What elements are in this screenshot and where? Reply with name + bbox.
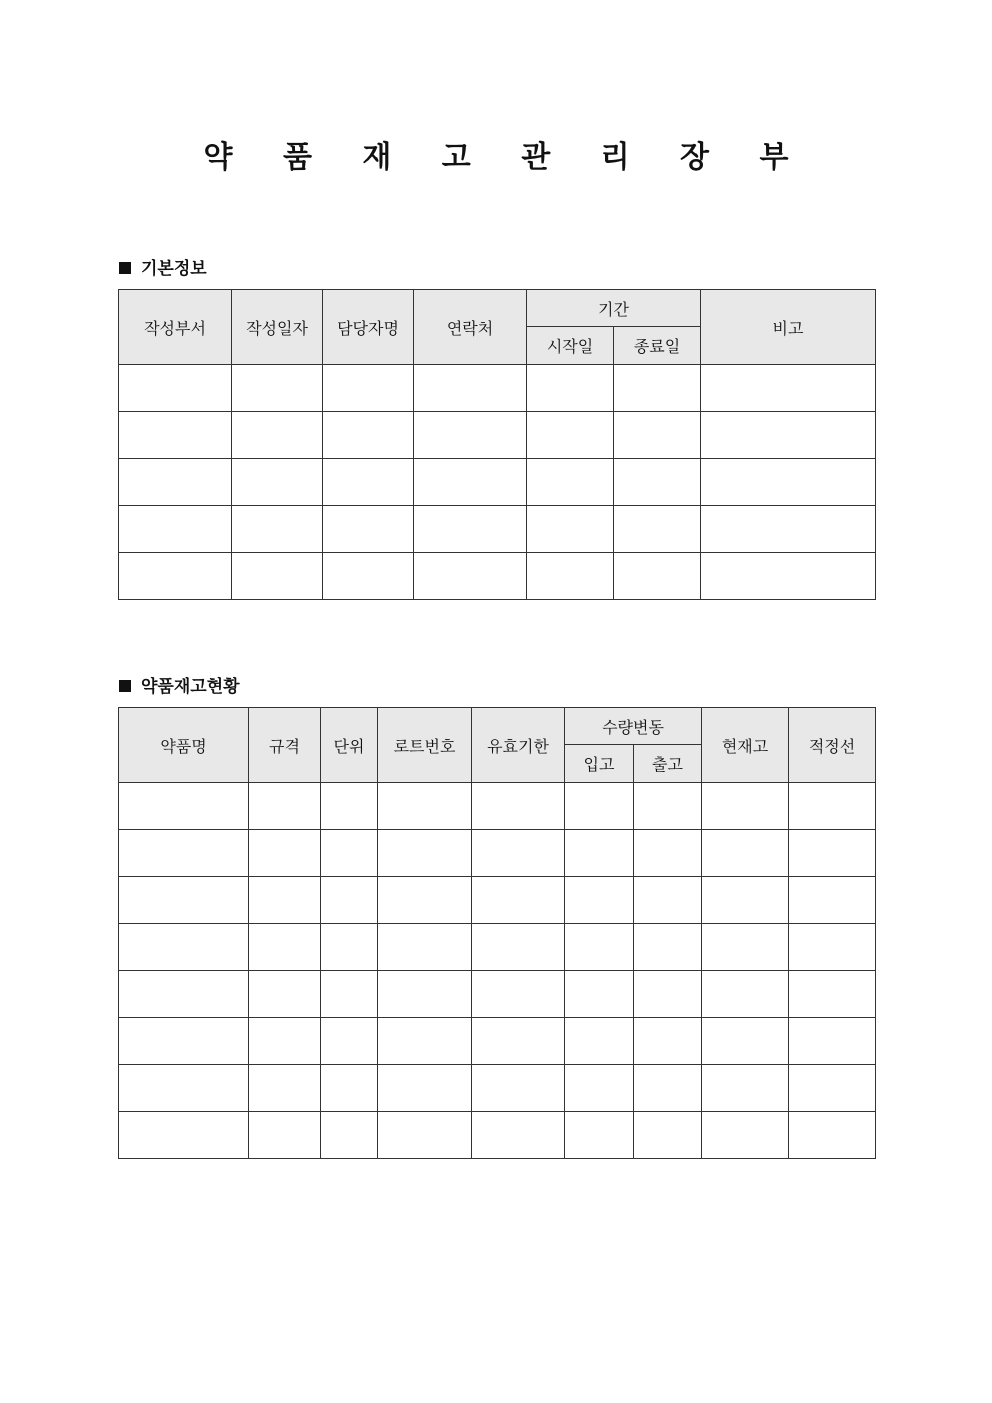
table-cell[interactable] bbox=[472, 924, 565, 971]
table-cell[interactable] bbox=[232, 459, 323, 506]
table-cell[interactable] bbox=[701, 412, 876, 459]
table-cell[interactable] bbox=[565, 924, 634, 971]
table-cell[interactable] bbox=[565, 1065, 634, 1112]
table-cell[interactable] bbox=[119, 553, 232, 600]
table-cell[interactable] bbox=[565, 1112, 634, 1159]
table-cell[interactable] bbox=[565, 971, 634, 1018]
header-optimal-level: 적정선 bbox=[789, 708, 876, 783]
table-cell[interactable] bbox=[249, 1112, 321, 1159]
table-cell[interactable] bbox=[119, 506, 232, 553]
table-cell[interactable] bbox=[702, 1018, 789, 1065]
table-row bbox=[119, 1065, 876, 1112]
table-row bbox=[119, 783, 876, 830]
header-unit: 단위 bbox=[321, 708, 378, 783]
header-expiry: 유효기한 bbox=[472, 708, 565, 783]
inventory-label-text: 약품재고현황 bbox=[141, 677, 240, 697]
table-cell[interactable] bbox=[789, 924, 876, 971]
square-bullet-icon bbox=[119, 262, 131, 274]
table-cell[interactable] bbox=[634, 971, 702, 1018]
table-cell[interactable] bbox=[378, 971, 472, 1018]
table-cell[interactable] bbox=[472, 877, 565, 924]
table-row bbox=[119, 365, 876, 412]
table-cell[interactable] bbox=[249, 971, 321, 1018]
table-cell[interactable] bbox=[232, 553, 323, 600]
inventory-section-label bbox=[119, 672, 240, 697]
table-cell[interactable] bbox=[789, 783, 876, 830]
table-cell[interactable] bbox=[119, 830, 249, 877]
header-date: 작성일자 bbox=[232, 290, 323, 365]
basic-info-section-label bbox=[119, 254, 207, 279]
table-cell[interactable] bbox=[414, 365, 527, 412]
table-cell[interactable] bbox=[789, 971, 876, 1018]
table-cell[interactable] bbox=[634, 783, 702, 830]
table-cell[interactable] bbox=[323, 553, 414, 600]
table-cell[interactable] bbox=[702, 783, 789, 830]
table-cell[interactable] bbox=[378, 1018, 472, 1065]
table-cell[interactable] bbox=[414, 412, 527, 459]
table-cell[interactable] bbox=[232, 412, 323, 459]
table-cell[interactable] bbox=[789, 830, 876, 877]
table-cell[interactable] bbox=[701, 365, 876, 412]
table-cell[interactable] bbox=[119, 1065, 249, 1112]
table-cell[interactable] bbox=[414, 459, 527, 506]
basic-info-table bbox=[118, 289, 876, 600]
table-row bbox=[119, 412, 876, 459]
table-row bbox=[119, 924, 876, 971]
table-cell[interactable] bbox=[701, 506, 876, 553]
table-cell[interactable] bbox=[378, 830, 472, 877]
header-drug-name: 약품명 bbox=[119, 708, 249, 783]
table-cell[interactable] bbox=[321, 971, 378, 1018]
table-cell[interactable] bbox=[614, 553, 701, 600]
table-cell[interactable] bbox=[565, 1018, 634, 1065]
table-row bbox=[119, 459, 876, 506]
table-cell[interactable] bbox=[789, 1112, 876, 1159]
table-row bbox=[119, 553, 876, 600]
table-cell[interactable] bbox=[634, 830, 702, 877]
page-title: 약 품 재 고 관 리 장 부 bbox=[203, 140, 809, 175]
table-row bbox=[119, 877, 876, 924]
table-cell[interactable] bbox=[472, 783, 565, 830]
table-cell[interactable] bbox=[321, 830, 378, 877]
table-cell[interactable] bbox=[323, 506, 414, 553]
table-cell[interactable] bbox=[702, 877, 789, 924]
table-cell[interactable] bbox=[378, 1065, 472, 1112]
table-cell[interactable] bbox=[249, 877, 321, 924]
table-cell[interactable] bbox=[702, 830, 789, 877]
table-cell[interactable] bbox=[249, 1065, 321, 1112]
header-spec: 규격 bbox=[249, 708, 321, 783]
table-cell[interactable] bbox=[789, 1018, 876, 1065]
table-cell[interactable] bbox=[789, 877, 876, 924]
header-remarks: 비고 bbox=[701, 290, 876, 365]
header-qty-change: 수량변동 bbox=[565, 708, 702, 745]
header-end-date: 종료일 bbox=[614, 327, 701, 365]
table-row bbox=[119, 1112, 876, 1159]
table-cell[interactable] bbox=[472, 1065, 565, 1112]
header-lot-number: 로트번호 bbox=[378, 708, 472, 783]
table-cell[interactable] bbox=[119, 924, 249, 971]
table-cell[interactable] bbox=[634, 1112, 702, 1159]
table-cell[interactable] bbox=[472, 830, 565, 877]
table-cell[interactable] bbox=[321, 783, 378, 830]
basic-info-label-text: 기본정보 bbox=[141, 259, 207, 279]
table-cell[interactable] bbox=[321, 1065, 378, 1112]
table-cell[interactable] bbox=[119, 459, 232, 506]
table-cell[interactable] bbox=[321, 1112, 378, 1159]
header-dept: 작성부서 bbox=[119, 290, 232, 365]
table-cell[interactable] bbox=[565, 783, 634, 830]
table-row bbox=[119, 971, 876, 1018]
table-cell[interactable] bbox=[634, 877, 702, 924]
table-cell[interactable] bbox=[119, 1018, 249, 1065]
table-cell[interactable] bbox=[378, 924, 472, 971]
header-period: 기간 bbox=[527, 290, 701, 327]
table-cell[interactable] bbox=[249, 830, 321, 877]
table-cell[interactable] bbox=[789, 1065, 876, 1112]
table-cell[interactable] bbox=[472, 1018, 565, 1065]
table-cell[interactable] bbox=[119, 1112, 249, 1159]
table-cell[interactable] bbox=[634, 1018, 702, 1065]
table-cell[interactable] bbox=[701, 553, 876, 600]
table-cell[interactable] bbox=[249, 1018, 321, 1065]
table-cell[interactable] bbox=[378, 877, 472, 924]
table-cell[interactable] bbox=[472, 971, 565, 1018]
header-contact: 연락처 bbox=[414, 290, 527, 365]
table-cell[interactable] bbox=[119, 971, 249, 1018]
table-cell[interactable] bbox=[527, 506, 614, 553]
table-row bbox=[119, 506, 876, 553]
table-cell[interactable] bbox=[378, 783, 472, 830]
table-cell[interactable] bbox=[119, 783, 249, 830]
table-cell[interactable] bbox=[702, 924, 789, 971]
table-cell[interactable] bbox=[614, 365, 701, 412]
table-cell[interactable] bbox=[323, 459, 414, 506]
table-cell[interactable] bbox=[702, 1065, 789, 1112]
table-cell[interactable] bbox=[232, 365, 323, 412]
table-cell[interactable] bbox=[702, 1112, 789, 1159]
table-cell[interactable] bbox=[527, 365, 614, 412]
table-cell[interactable] bbox=[472, 1112, 565, 1159]
table-cell[interactable] bbox=[323, 412, 414, 459]
table-cell[interactable] bbox=[614, 506, 701, 553]
table-cell[interactable] bbox=[323, 365, 414, 412]
table-cell[interactable] bbox=[527, 459, 614, 506]
table-cell[interactable] bbox=[614, 459, 701, 506]
table-cell[interactable] bbox=[119, 365, 232, 412]
table-cell[interactable] bbox=[414, 506, 527, 553]
table-cell[interactable] bbox=[321, 924, 378, 971]
table-cell[interactable] bbox=[378, 1112, 472, 1159]
header-stock-in: 입고 bbox=[565, 745, 634, 783]
table-cell[interactable] bbox=[527, 553, 614, 600]
table-cell[interactable] bbox=[249, 783, 321, 830]
square-bullet-icon bbox=[119, 680, 131, 692]
table-cell[interactable] bbox=[232, 506, 323, 553]
table-row bbox=[119, 1018, 876, 1065]
table-cell[interactable] bbox=[634, 924, 702, 971]
table-row bbox=[119, 830, 876, 877]
table-cell[interactable] bbox=[634, 1065, 702, 1112]
table-cell[interactable] bbox=[614, 412, 701, 459]
header-stock-out: 출고 bbox=[634, 745, 702, 783]
table-cell[interactable] bbox=[119, 412, 232, 459]
table-cell[interactable] bbox=[701, 459, 876, 506]
header-manager: 담당자명 bbox=[323, 290, 414, 365]
table-cell[interactable] bbox=[321, 877, 378, 924]
table-cell[interactable] bbox=[249, 924, 321, 971]
inventory-table bbox=[118, 707, 876, 1159]
table-cell[interactable] bbox=[321, 1018, 378, 1065]
table-cell[interactable] bbox=[565, 830, 634, 877]
table-cell[interactable] bbox=[414, 553, 527, 600]
table-cell[interactable] bbox=[565, 877, 634, 924]
table-cell[interactable] bbox=[702, 971, 789, 1018]
table-cell[interactable] bbox=[119, 877, 249, 924]
table-cell[interactable] bbox=[527, 412, 614, 459]
header-current-stock: 현재고 bbox=[702, 708, 789, 783]
header-start-date: 시작일 bbox=[527, 327, 614, 365]
